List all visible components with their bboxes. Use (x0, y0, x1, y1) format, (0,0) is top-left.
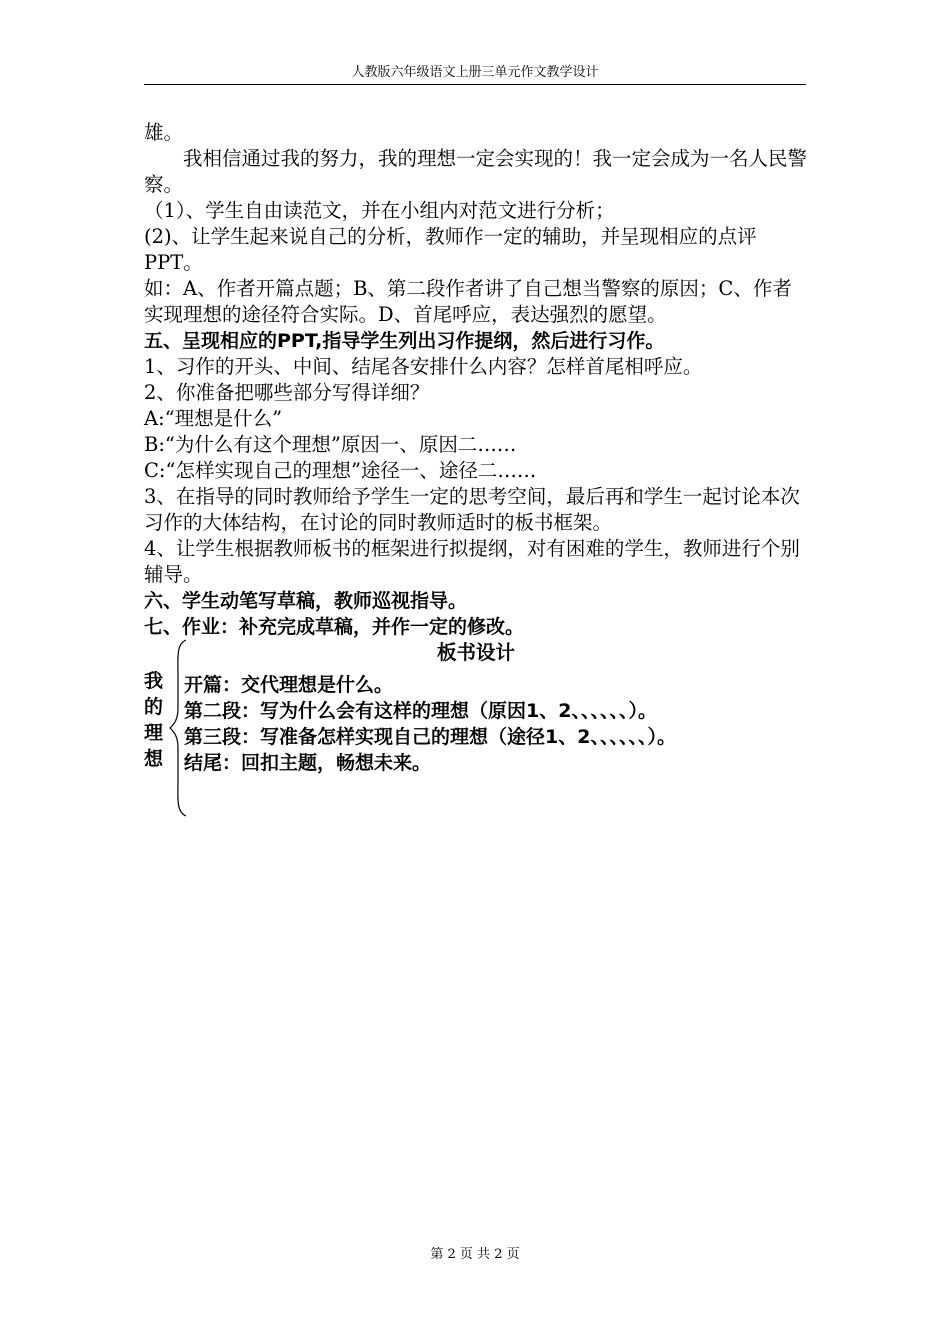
document-body (144, 120, 808, 666)
board-item: 开篇：交代理想是什么。 (184, 674, 394, 696)
section-heading: 七、作业：补充完成草稿，并作一定的修改。 (144, 616, 525, 638)
paragraph: A:“理想是什么” (144, 407, 283, 430)
section-heading: 六、学生动笔写草稿，教师巡视指导。 (144, 590, 468, 612)
board-items (184, 672, 814, 776)
paragraph: 我相信通过我的努力，我的理想一定会实现的！我一定会成为一名人民警察。 (144, 147, 808, 196)
board-topic-char: 理 (144, 722, 164, 744)
header-title: 人教版六年级语文上册三单元作文教学设计 (351, 65, 599, 80)
page-footer (0, 1245, 950, 1265)
board-topic-char: 的 (144, 696, 164, 718)
page-header (144, 62, 806, 85)
board-item: 第三段：写准备怎样实现自己的理想（途径1、2、、、、、、）。 (184, 726, 676, 748)
board-topic (144, 668, 170, 772)
paragraph: 如：A、作者开篇点题；B、第二段作者讲了自己想当警察的原因；C、作者实现理想的途径符合实际。D、首尾呼应，表达强烈的愿望。 (144, 277, 792, 326)
paragraph: 雄。 (144, 121, 184, 144)
paragraph: 3、在指导的同时教师给予学生一定的思考空间，最后再和学生一起讨论本次习作的大体结构，在讨论的同时教师适时的板书框架。 (144, 485, 800, 534)
paragraph: C:“怎样实现自己的理想”途径一、途径二…… (144, 459, 537, 482)
board-item: 第二段：写为什么会有这样的理想（原因1、2、、、、、、）。 (184, 700, 657, 722)
paragraph: (2)、让学生起来说自己的分析，教师作一定的辅助，并呈现相应的点评PPT。 (144, 225, 757, 274)
paragraph: B:“为什么有这个理想”原因一、原因二…… (144, 433, 517, 456)
board-item: 结尾：回扣主题，畅想未来。 (184, 752, 432, 774)
board-topic-char: 想 (144, 748, 164, 770)
page-number: 第 2 页 共 2 页 (430, 1247, 520, 1262)
paragraph: （1）、学生自由读范文，并在小组内对范文进行分析； (144, 199, 615, 222)
board-design (144, 668, 808, 818)
paragraph: 4、让学生根据教师板书的框架进行拟提纲，对有困难的学生，教师进行个别辅导。 (144, 537, 800, 586)
board-topic-char: 我 (144, 670, 164, 692)
paragraph: 1、习作的开头、中间、结尾各安排什么内容？怎样首尾相呼应。 (144, 355, 703, 378)
board-title: 板书设计 (436, 641, 515, 664)
section-heading: 五、呈现相应的PPT,指导学生列出习作提纲，然后进行习作。 (144, 330, 665, 352)
paragraph: 2、你准备把哪些部分写得详细？ (144, 381, 430, 404)
